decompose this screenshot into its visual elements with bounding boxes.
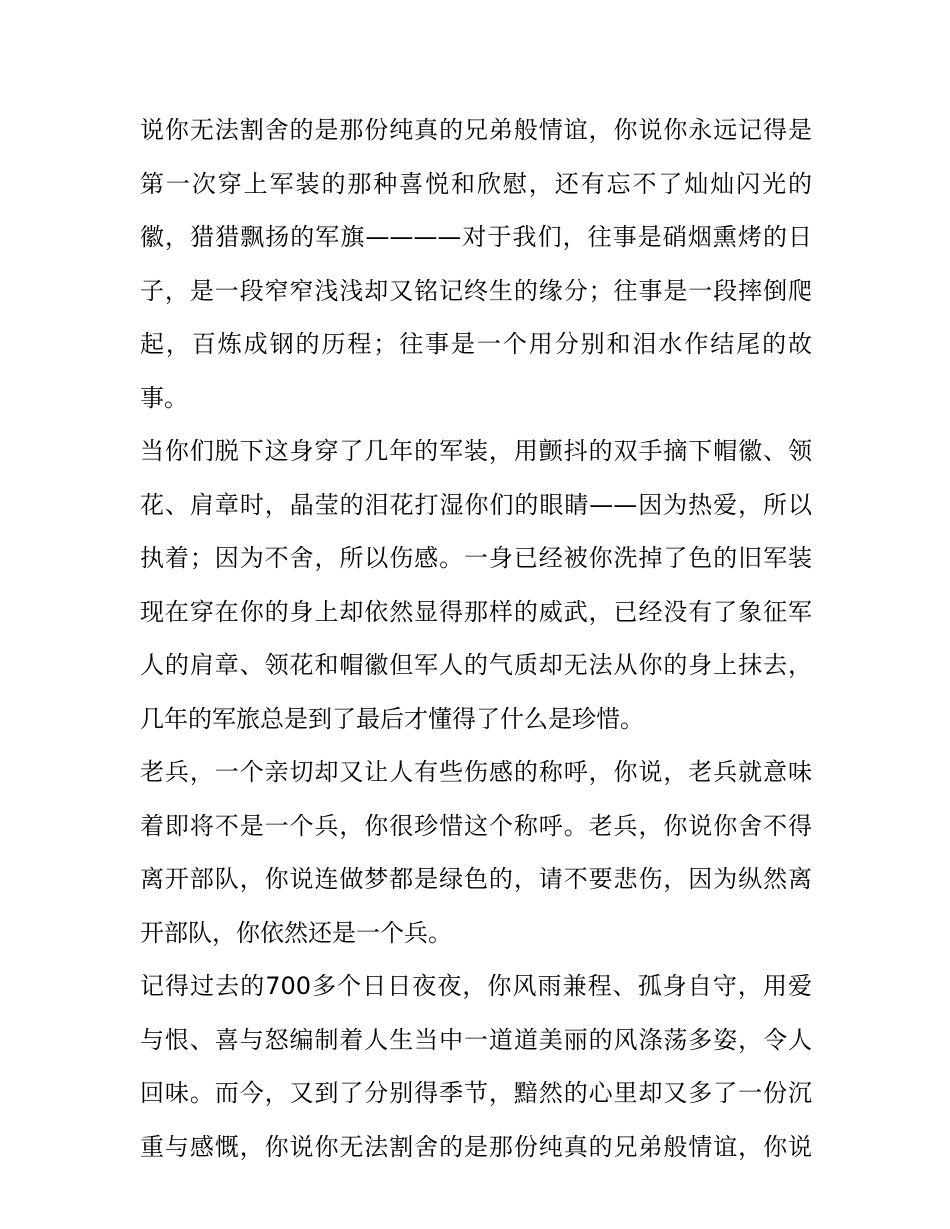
paragraph — [140, 104, 812, 425]
text-line: 重与感慨，你说你无法割舍的是那份纯真的兄弟般情谊，你说 — [140, 1132, 812, 1161]
text-line: 几年的军旅总是到了最后才懂得了什么是珍惜。 — [140, 704, 644, 733]
text-line: 当你们脱下这身穿了几年的军装，用颤抖的双手摘下帽徽、领 — [140, 437, 812, 465]
text-line: 说你无法割舍的是那份纯真的兄弟般情谊，你说你永远记得是 — [140, 116, 812, 144]
text-line: 人的肩章、领花和帽徽但军人的气质却无法从你的身上抹去， — [140, 651, 812, 679]
document-body — [140, 104, 812, 1174]
text-line: 执着；因为不舍，所以伤感。一身已经被你洗掉了色的旧军装 — [140, 544, 812, 572]
text-line: 记得过去的700多个日日夜夜，你风雨兼程、孤身自守，用爱 — [140, 972, 812, 1000]
text-line: 离开部队，你说连做梦都是绿色的，请不要悲伤，因为纵然离 — [140, 865, 812, 893]
text-line: 徽，猎猎飘扬的军旗————对于我们，往事是硝烟熏烤的日 — [140, 223, 812, 251]
text-line: 老兵，一个亲切却又让人有些伤感的称呼，你说，老兵就意味 — [140, 758, 812, 786]
paragraph — [140, 425, 812, 746]
text-line: 开部队，你依然还是一个兵。 — [140, 918, 452, 947]
paragraph — [140, 746, 812, 960]
text-line: 事。 — [140, 383, 188, 412]
paragraph — [140, 960, 812, 1174]
text-line: 子，是一段窄窄浅浅却又铭记终生的缘分；往事是一段摔倒爬 — [140, 276, 812, 305]
text-line: 回味。而今，又到了分别得季节，黯然的心里却又多了一份沉 — [140, 1079, 812, 1107]
text-line: 现在穿在你的身上却依然显得那样的威武，已经没有了象征军 — [140, 597, 812, 626]
text-line: 起，百炼成钢的历程；往事是一个用分别和泪水作结尾的故 — [140, 330, 812, 358]
text-line: 着即将不是一个兵，你很珍惜这个称呼。老兵，你说你舍不得 — [140, 811, 812, 840]
text-line: 与恨、喜与怒编制着人生当中一道道美丽的风涤荡多姿，令人 — [140, 1025, 812, 1054]
text-line: 第一次穿上军装的那种喜悦和欣慰，还有忘不了灿灿闪光的 — [140, 169, 812, 198]
text-line: 花、肩章时，晶莹的泪花打湿你们的眼睛——因为热爱，所以 — [140, 490, 812, 519]
